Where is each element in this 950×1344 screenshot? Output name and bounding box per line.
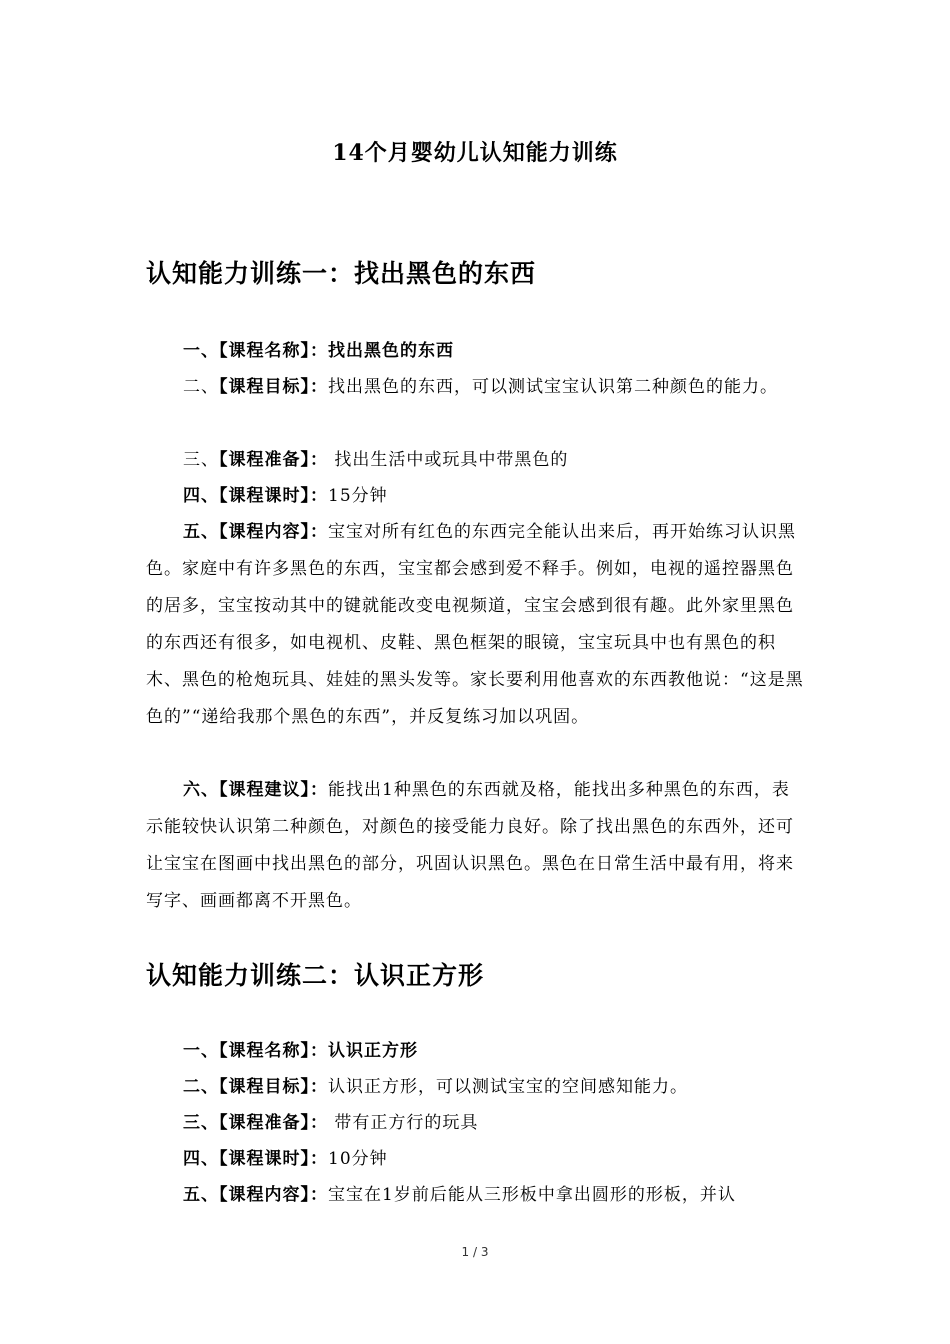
item-text: 10分钟 bbox=[328, 1149, 388, 1169]
item-text: 15分钟 bbox=[328, 486, 388, 506]
item-number: 二、 bbox=[183, 1077, 219, 1097]
section2-item-course-goal bbox=[146, 1069, 806, 1106]
item-number: 四、 bbox=[183, 486, 219, 506]
item-number: 五、 bbox=[183, 1185, 219, 1205]
section2-item-course-duration bbox=[146, 1141, 806, 1178]
section1-item-course-goal bbox=[146, 369, 806, 406]
item-label: 【课程课时】： bbox=[219, 486, 328, 506]
item-number: 三、 bbox=[183, 450, 219, 470]
item-label: 【课程课时】： bbox=[219, 1149, 328, 1169]
item-text: 找出黑色的东西，可以测试宝宝认识第二种颜色的能力。 bbox=[328, 377, 778, 397]
document-title: 14个月婴幼儿认知能力训练 bbox=[332, 140, 618, 166]
item-number: 三、 bbox=[183, 1113, 219, 1133]
section2-item-course-name bbox=[146, 1033, 806, 1070]
section1-item-course-prep bbox=[146, 442, 806, 479]
item-number: 四、 bbox=[183, 1149, 219, 1169]
item-label: 【课程内容】： bbox=[219, 1185, 328, 1205]
section-heading-1: 认知能力训练一：找出黑色的东西 bbox=[146, 259, 537, 288]
section1-item-course-suggestion bbox=[146, 772, 806, 920]
page-indicator: 1 / 3 bbox=[461, 1245, 489, 1259]
item-number: 五、 bbox=[183, 522, 219, 542]
item-label: 【课程准备】： bbox=[219, 1113, 328, 1133]
item-text: 能找出1种黑色的东西就及格，能找出多种黑色的东西，表示能较快认识第二种颜色，对颜色的接受能力良好。除了找出黑色的东西外，还可让宝宝在图画中找出黑色的部分，巩固认识黑色。黑色在日常生活中最有用，将来写字、画画都离不开黑色。 bbox=[146, 780, 794, 911]
item-number: 二、 bbox=[183, 377, 219, 397]
section1-item-course-duration bbox=[146, 478, 806, 515]
item-text: 找出生活中或玩具中带黑色的 bbox=[328, 450, 569, 470]
item-label: 【课程内容】： bbox=[219, 522, 328, 542]
section2-item-course-prep bbox=[146, 1105, 806, 1142]
item-label: 【课程准备】： bbox=[219, 450, 328, 470]
item-text: 宝宝对所有红色的东西完全能认出来后，再开始练习认识黑色。家庭中有许多黑色的东西，宝宝都会感到爱不释手。例如，电视的遥控器黑色的居多，宝宝按动其中的键就能改变电视频道，宝宝会感到很有趣。此外家里黑色的东西还有很多，如电视机、皮鞋、黑色框架的眼镜，宝宝玩具中也有黑色的积木、黑色的枪炮玩具、娃娃的黑头发等。家长要利用他喜欢的东西教他说：“这是黑色的”“递给我那个黑色的东西”，并反复练习加以巩固。 bbox=[146, 522, 804, 727]
item-text: 认识正方形 bbox=[328, 1041, 418, 1061]
item-text: 认识正方形，可以测试宝宝的空间感知能力。 bbox=[328, 1077, 688, 1097]
item-label: 【课程目标】： bbox=[219, 1077, 328, 1097]
item-label: 【课程建议】： bbox=[219, 780, 328, 800]
item-number: 一、 bbox=[183, 341, 219, 361]
item-text: 宝宝在1岁前后能从三形板中拿出圆形的形板，并认 bbox=[328, 1185, 736, 1205]
item-number: 六、 bbox=[183, 780, 219, 800]
section1-item-course-content bbox=[146, 514, 806, 736]
item-number: 一、 bbox=[183, 1041, 219, 1061]
item-label: 【课程名称】： bbox=[219, 341, 328, 361]
item-text: 找出黑色的东西 bbox=[328, 341, 454, 361]
item-label: 【课程名称】： bbox=[219, 1041, 328, 1061]
item-text: 带有正方行的玩具 bbox=[328, 1113, 479, 1133]
section-heading-2: 认知能力训练二：认识正方形 bbox=[146, 961, 485, 990]
item-label: 【课程目标】： bbox=[219, 377, 328, 397]
section1-item-course-name bbox=[146, 333, 806, 370]
section2-item-course-content bbox=[146, 1177, 806, 1214]
